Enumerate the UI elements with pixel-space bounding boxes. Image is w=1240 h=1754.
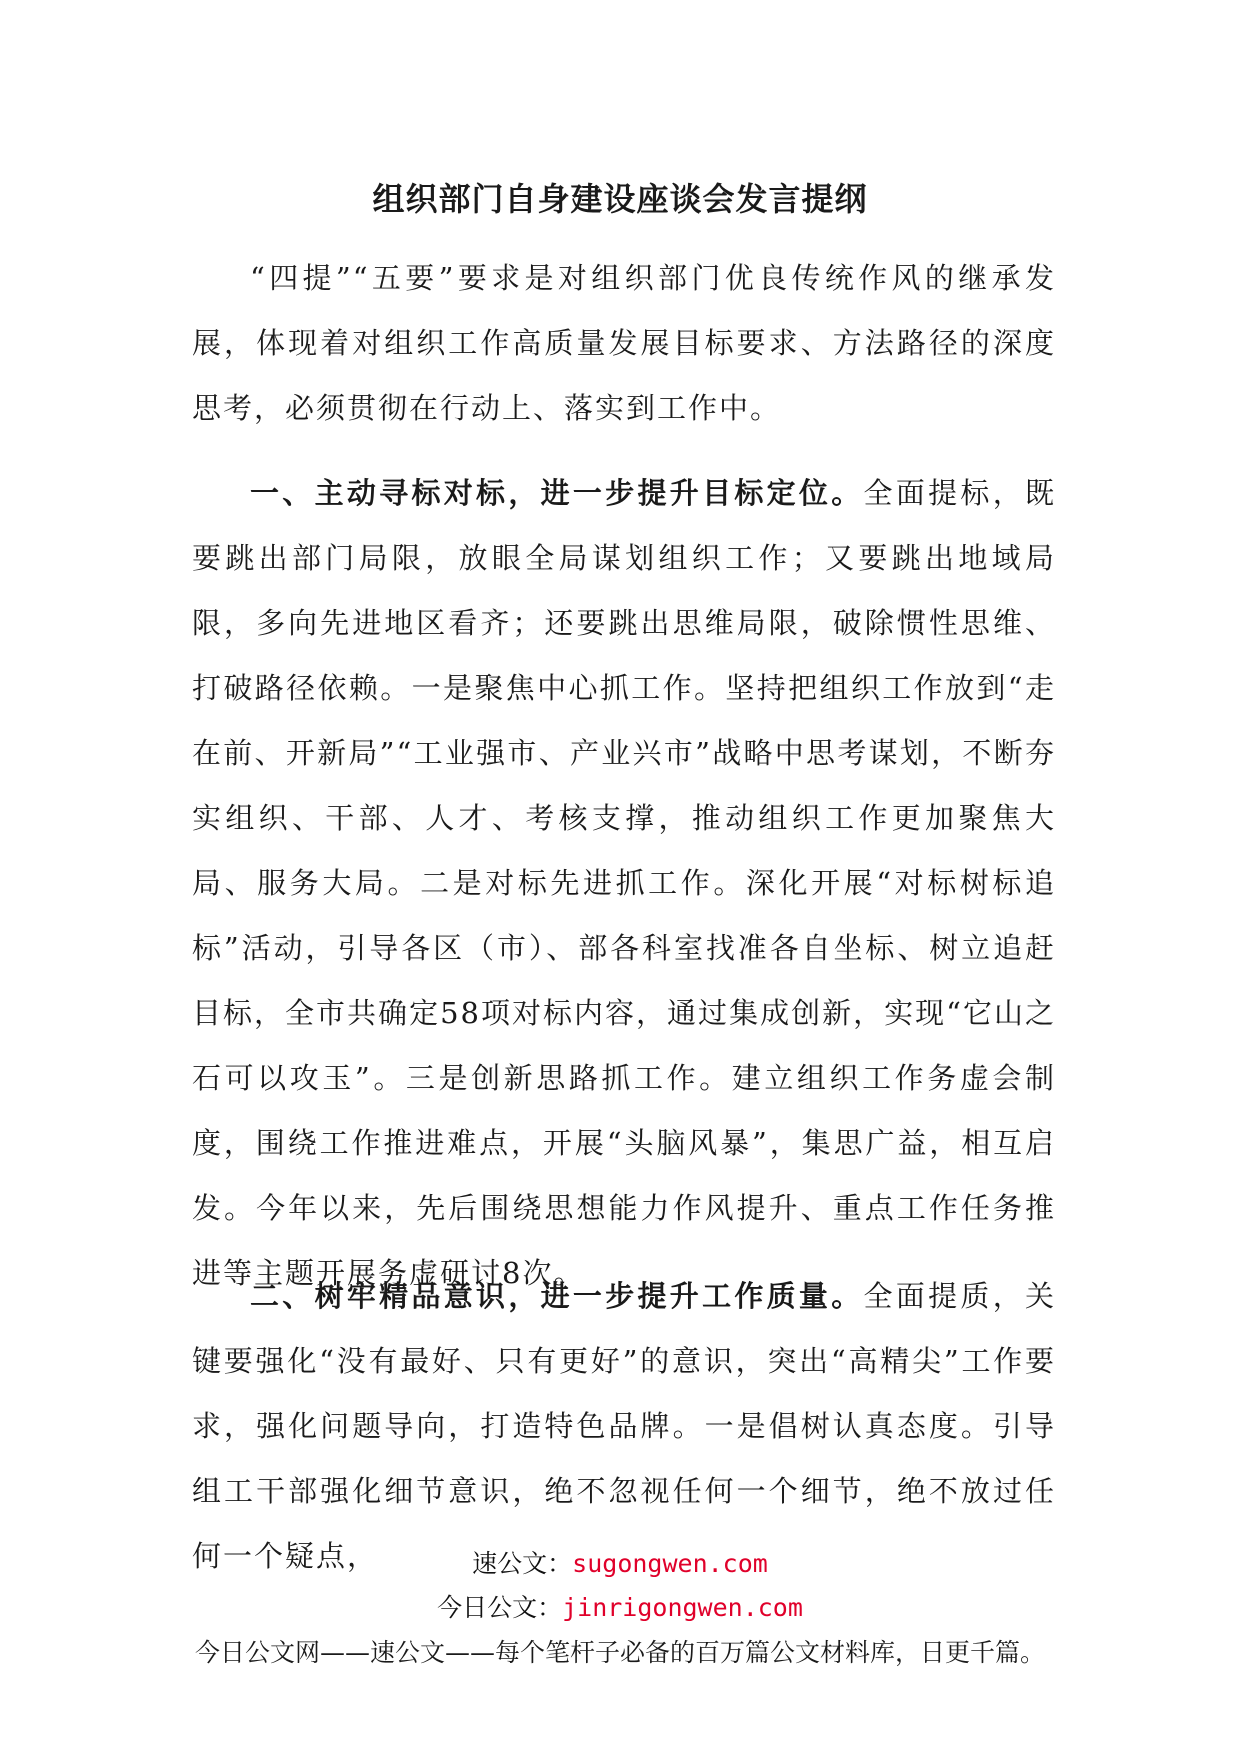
- section-1: [192, 461, 1056, 1306]
- section-2-body: 全面提质，关键要强化“没有最好、只有更好”的意识，突出“高精尖”工作要求，强化问题导向，打造特色品牌。一是倡树认真态度。引导组工干部强化细节意识，绝不忽视任何一个细节，绝不放过任何一个疑点，: [192, 1279, 1056, 1573]
- section-1-body: 全面提标，既要跳出部门局限，放眼全局谋划组织工作；又要跳出地域局限，多向先进地区看齐；还要跳出思维局限，破除惯性思维、打破路径依赖。一是聚焦中心抓工作。坚持把组织工作放到“走在前、开新局”“工业强市、产业兴市”战略中思考谋划，不断夯实组织、干部、人才、考核支撑，推动组织工作更加聚焦大局、服务大局。二是对标先进抓工作。深化开展“对标树标追标”活动，引导各区（市）、部各科室找准各自坐标、树立追赶目标，全市共确定58项对标内容，通过集成创新，实现“它山之石可以攻玉”。三是创新思路抓工作。建立组织工作务虚会制度，围绕工作推进难点，开展“头脑风暴”，集思广益，相互启发。今年以来，先后围绕思想能力作风提升、重点工作任务推进等主题开展务虚研讨8次。: [192, 476, 1056, 1290]
- section-2: [192, 1264, 1056, 1589]
- section-1-heading: 一、主动寻标对标，进一步提升目标定位。: [250, 476, 864, 510]
- document-title: 组织部门自身建设座谈会发言提纲: [372, 180, 868, 218]
- footer-line-1: [0, 1544, 1240, 1580]
- intro-block: [192, 246, 1056, 441]
- footer-label-2: 今日公文：: [437, 1593, 563, 1622]
- section-2-paragraph: [192, 1264, 1056, 1589]
- intro-paragraph: “四提”“五要”要求是对组织部门优良传统作风的继承发展，体现着对组织工作高质量发展目标要求、方法路径的深度思考，必须贯彻在行动上、落实到工作中。: [192, 261, 1056, 425]
- footer-line-2: [0, 1588, 1240, 1624]
- footer-slogan: 今日公文网——速公文——每个笔杆子必备的百万篇公文材料库，日更千篇。: [194, 1638, 1045, 1667]
- section-2-heading: 二、树牢精品意识，进一步提升工作质量。: [250, 1279, 864, 1313]
- footer-link-sugongwen[interactable]: sugongwen.com: [572, 1549, 768, 1578]
- footer-link-jinrigongwen[interactable]: jinrigongwen.com: [562, 1593, 803, 1622]
- section-1-paragraph: [192, 461, 1056, 1306]
- footer-label-1: 速公文：: [472, 1549, 573, 1578]
